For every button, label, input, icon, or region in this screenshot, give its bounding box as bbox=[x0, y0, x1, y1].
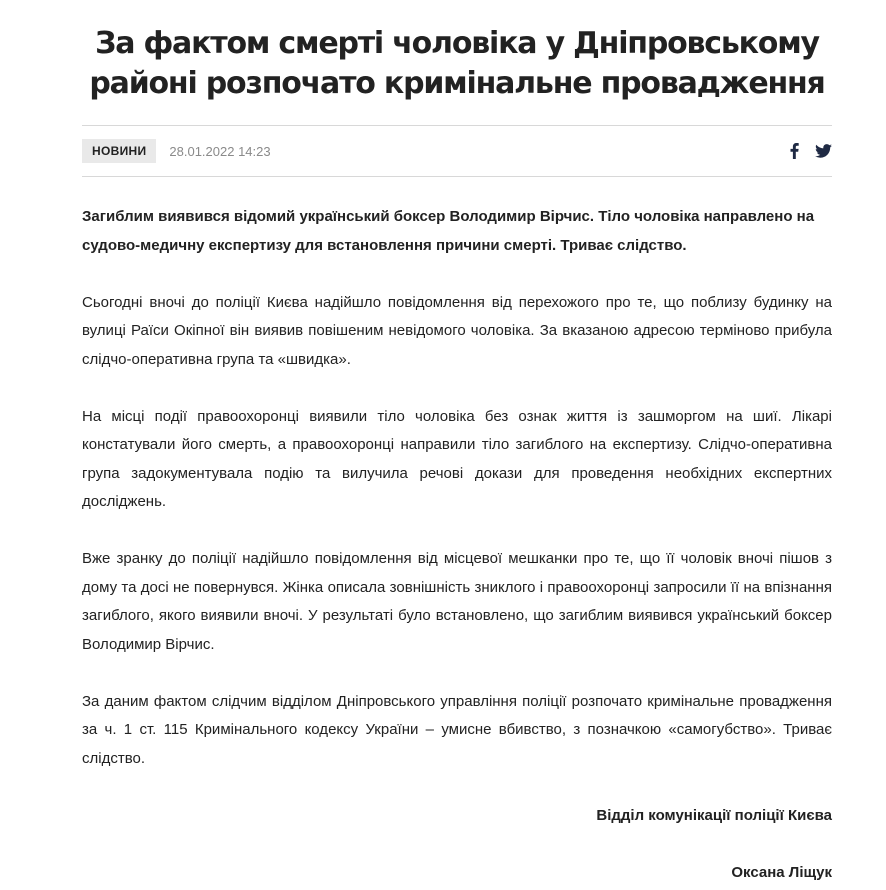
category-badge[interactable]: НОВИНИ bbox=[82, 139, 156, 163]
article-title bbox=[82, 24, 832, 104]
twitter-share-button[interactable] bbox=[815, 144, 832, 158]
article-title-line-1: За фактом смерті чоловіка у Дніпровському bbox=[95, 26, 819, 61]
facebook-share-button[interactable] bbox=[790, 143, 799, 159]
article-lead: Загиблим виявився відомий український боксер Володимир Вірчис. Тіло чоловіка направлено на судово-медичну експертизу для встановлення причини смерті. Триває слідство. bbox=[82, 208, 815, 254]
twitter-icon bbox=[815, 144, 832, 158]
signature-department: Відділ комунікації поліції Києва bbox=[596, 806, 832, 824]
article-title-line-2: районі розпочато кримінальне провадження bbox=[89, 66, 825, 101]
signature-author: Оксана Ліщук bbox=[731, 863, 832, 881]
article-paragraph: За даним фактом слідчим відділом Дніпровського управління поліції розпочато кримінальне провадження за ч. 1 ст. 115 Кримінального кодексу України – умисне вбивство, з позначкою «самогубство». Триває слідство. bbox=[82, 692, 832, 767]
article-paragraph: На місці події правоохоронці виявили тіло чоловіка без ознак життя із зашморгом на шиї. Лікарі констатували його смерть, а правоохоронці направили тіло загиблого на експертизу. Слідчо-оперативна група задокументувала подію та вилучила речові докази для проведення необхідних експертних досліджень. bbox=[82, 407, 832, 510]
article-meta-bar bbox=[82, 125, 832, 177]
article-body bbox=[82, 203, 832, 887]
facebook-icon bbox=[790, 143, 799, 159]
article-paragraph: Сьогодні вночі до поліції Києва надійшло повідомлення від перехожого про те, що поблизу будинку на вулиці Раїси Окіпної він виявив повішеним невідомого чоловіка. За вказаною адресою терміново прибула слідчо-оперативна група та «швидка». bbox=[82, 293, 832, 368]
article-paragraph: Вже зранку до поліції надійшло повідомлення від місцевої мешканки про те, що її чоловік вночі пішов з дому та досі не повернувся. Жінка описала зовнішність зниклого і правоохоронці запросили її на впізнання загиблого, якого виявили вночі. У результаті було встановлено, що загиблим виявився український боксер Володимир Вірчис. bbox=[82, 550, 832, 653]
publish-date: 28.01.2022 14:23 bbox=[169, 143, 271, 159]
share-buttons bbox=[774, 126, 832, 176]
article bbox=[82, 0, 832, 887]
